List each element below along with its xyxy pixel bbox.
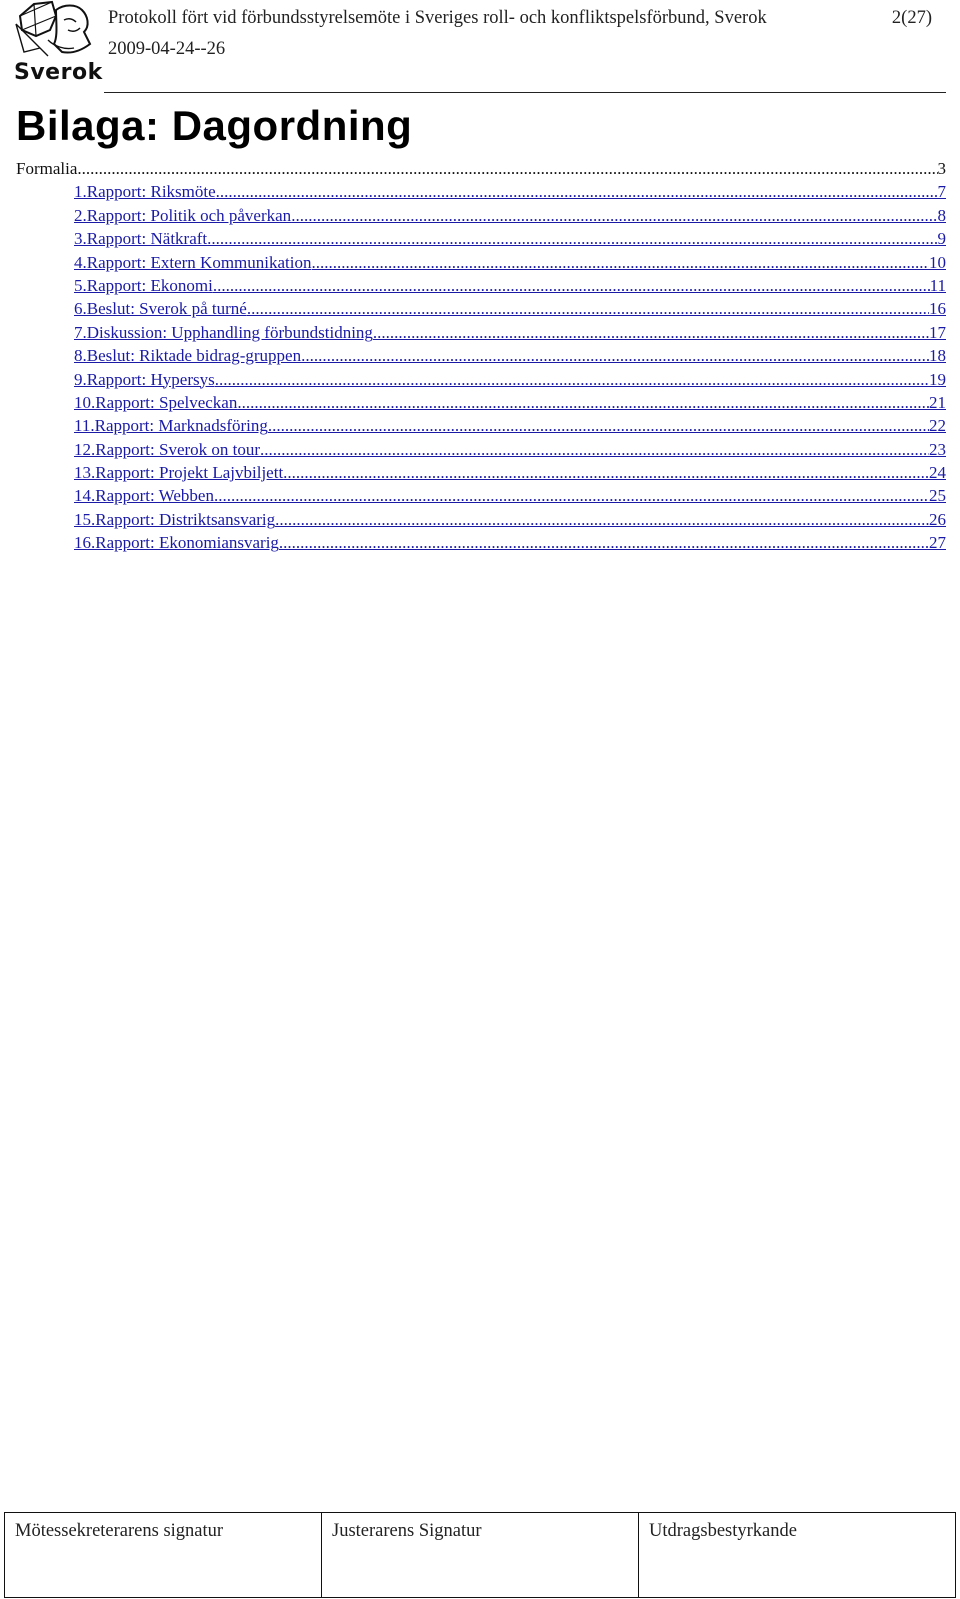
secretary-signature-cell: Mötessekreterarens signatur xyxy=(5,1513,322,1598)
toc-link-label: 10.Rapport: Spelveckan xyxy=(74,392,238,412)
toc-link[interactable] xyxy=(74,510,946,533)
toc-link-page: 19 xyxy=(929,369,946,389)
toc-link[interactable] xyxy=(74,206,946,229)
toc-link[interactable] xyxy=(74,229,946,252)
toc-link[interactable] xyxy=(74,463,946,486)
toc-link[interactable] xyxy=(74,533,946,556)
toc-link[interactable] xyxy=(74,253,946,276)
toc-link-label: 2.Rapport: Politik och påverkan xyxy=(74,205,292,225)
toc-leader-dots xyxy=(279,533,929,553)
toc-link-page: 25 xyxy=(929,486,946,506)
toc-link-label: 13.Rapport: Projekt Lajvbiljett xyxy=(74,463,284,483)
toc-link-label: 8.Beslut: Riktade bidrag-gruppen xyxy=(74,346,302,366)
toc-leader-dots xyxy=(275,510,929,530)
toc-link-label: 12.Rapport: Sverok on tour xyxy=(74,439,261,459)
toc-link[interactable] xyxy=(74,393,946,416)
toc-leader-dots xyxy=(247,299,929,319)
toc-link[interactable] xyxy=(74,440,946,463)
table-of-contents xyxy=(16,159,946,557)
toc-leader-dots xyxy=(268,416,929,436)
toc-link[interactable] xyxy=(74,323,946,346)
toc-leader-dots xyxy=(373,323,929,343)
signature-table xyxy=(4,1512,956,1598)
toc-link-page: 23 xyxy=(929,439,946,459)
certifier-signature-cell: Utdragsbestyrkande xyxy=(639,1513,956,1598)
header-divider xyxy=(104,92,946,93)
toc-link-page: 27 xyxy=(929,533,946,553)
toc-link-label: 4.Rapport: Extern Kommunikation xyxy=(74,252,312,272)
toc-link-label: 9.Rapport: Hypersys xyxy=(74,369,215,389)
toc-leader-dots xyxy=(215,370,929,390)
logo-wordmark: Sverok xyxy=(14,60,103,85)
toc-leader-dots xyxy=(301,346,929,366)
toc-entry-page: 3 xyxy=(937,159,946,178)
page-heading: Bilaga: Dagordning xyxy=(16,102,413,149)
toc-link[interactable] xyxy=(74,346,946,369)
toc-leader-dots xyxy=(213,276,930,296)
toc-link-page: 18 xyxy=(929,346,946,366)
toc-leader-dots xyxy=(312,253,930,273)
toc-leader-dots xyxy=(237,393,929,413)
toc-link-page: 10 xyxy=(929,252,946,272)
toc-link-page: 22 xyxy=(929,416,946,436)
page-number: 2(27) xyxy=(891,8,932,28)
toc-link-label: 5.Rapport: Ekonomi xyxy=(74,275,213,295)
toc-link-label: 6.Beslut: Sverok på turné xyxy=(74,299,247,319)
toc-leader-dots xyxy=(77,159,937,179)
toc-link-label: 11.Rapport: Marknadsföring xyxy=(74,416,268,436)
toc-link[interactable] xyxy=(74,182,946,205)
toc-entry-formalia[interactable] xyxy=(16,159,946,182)
toc-leader-dots xyxy=(283,463,929,483)
toc-leader-dots xyxy=(207,229,937,249)
toc-link-label: 1.Rapport: Riksmöte xyxy=(74,182,216,202)
toc-link[interactable] xyxy=(74,299,946,322)
toc-entry-label: Formalia xyxy=(16,159,78,178)
toc-link-label: 7.Diskussion: Upphandling förbundstidning xyxy=(74,322,373,342)
toc-link-label: 16.Rapport: Ekonomiansvarig xyxy=(74,533,279,553)
toc-link[interactable] xyxy=(74,486,946,509)
toc-link-page: 21 xyxy=(929,392,946,412)
toc-link[interactable] xyxy=(74,276,946,299)
toc-link-page: 8 xyxy=(937,205,946,225)
document-title: Protokoll fört vid förbundsstyrelsemöte i Sveriges roll- och konfliktspelsförbund, Sverok xyxy=(108,8,767,28)
toc-link-label: 14.Rapport: Webben xyxy=(74,486,214,506)
toc-link[interactable] xyxy=(74,416,946,439)
toc-leader-dots xyxy=(214,486,929,506)
toc-link-page: 17 xyxy=(929,322,946,342)
meeting-date: 2009-04-24--26 xyxy=(108,39,226,59)
toc-link-label: 15.Rapport: Distriktsansvarig xyxy=(74,509,276,529)
toc-leader-dots xyxy=(216,182,938,202)
adjuster-signature-cell: Justerarens Signatur xyxy=(322,1513,639,1598)
toc-link-label: 3.Rapport: Nätkraft xyxy=(74,229,208,249)
toc-link-page: 11 xyxy=(929,275,946,295)
toc-leader-dots xyxy=(291,206,937,226)
toc-link-page: 9 xyxy=(937,229,946,249)
toc-link-page: 16 xyxy=(929,299,946,319)
toc-link[interactable] xyxy=(74,370,946,393)
toc-link-page: 24 xyxy=(929,463,946,483)
toc-leader-dots xyxy=(260,440,929,460)
toc-link-page: 7 xyxy=(937,182,946,202)
toc-link-page: 26 xyxy=(929,509,946,529)
